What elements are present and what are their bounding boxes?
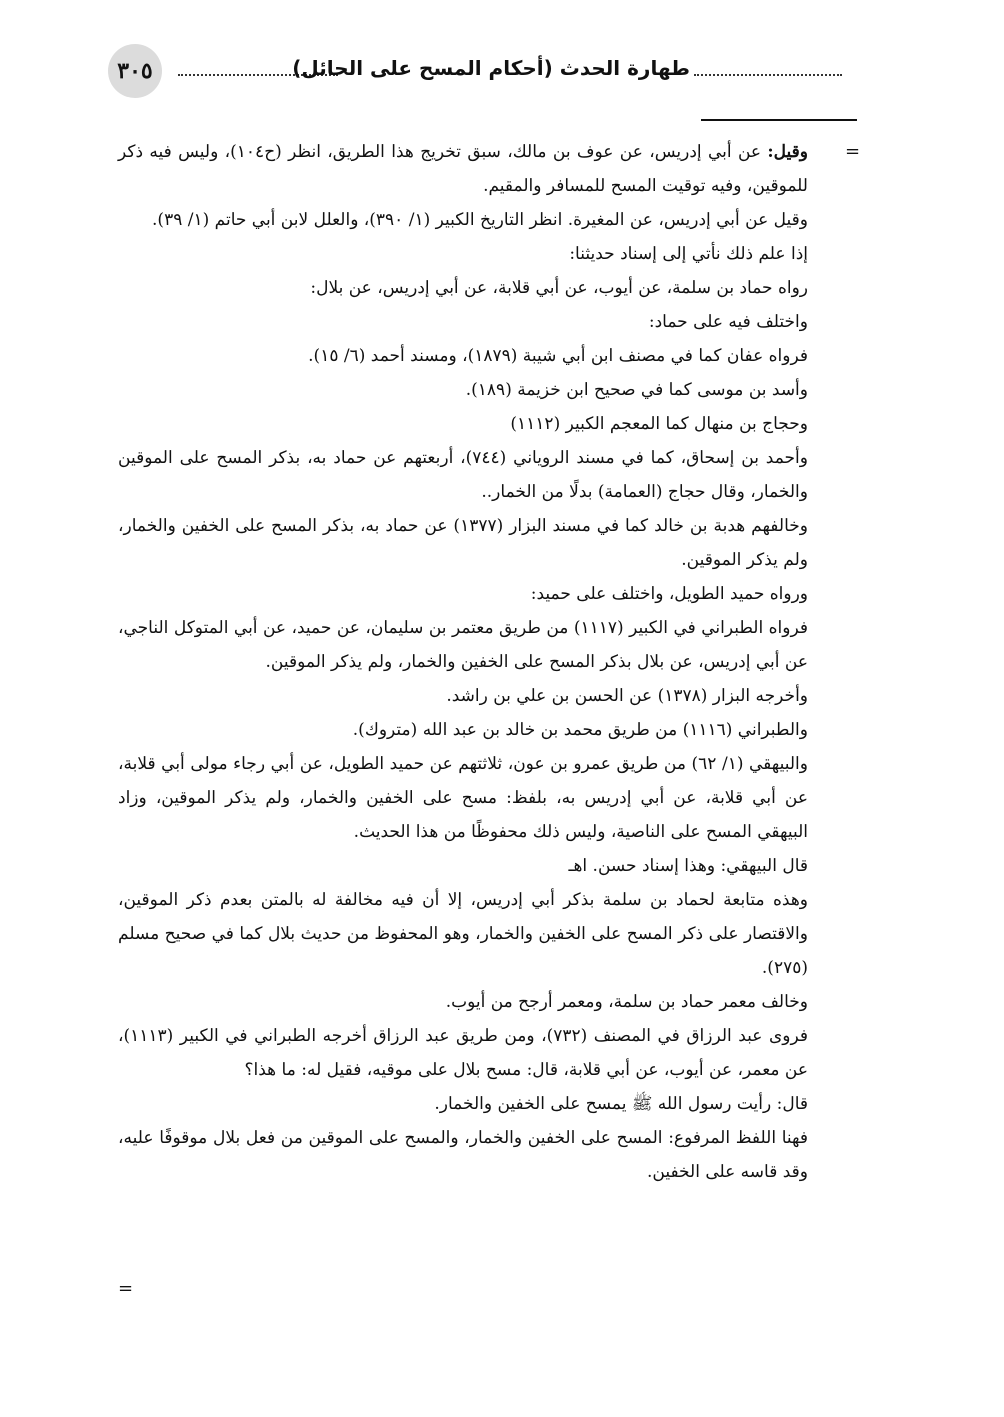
footnote-paragraph: وقيل عن أبي إدريس، عن المغيرة. انظر التاريخ الكبير (١/ ٣٩٠)، والعلل لابن أبي حاتم (١/ ٣٩). <box>152 210 808 230</box>
header-dotted-leader-right <box>694 62 842 76</box>
footnote-paragraph: واختلف فيه على حماد: <box>648 312 808 332</box>
footnote-paragraph <box>118 135 808 203</box>
footnote-paragraph: فرواه عفان كما في مصنف ابن أبي شيبة (١٨٧٩)، ومسند أحمد (٦/ ١٥). <box>308 346 808 366</box>
running-header-title: طهارة الحدث (أحكام المسح على الحائل) <box>292 56 690 80</box>
footnote-paragraph: وأحمد بن إسحاق، كما في مسند الروياني (٧٤٤)، أربعتهم عن حماد به، بذكر المسح على الموقين والخمار، وقال حجاج (العمامة) بدلًا من الخمار.. <box>118 448 808 502</box>
footnote-paragraph: وأسد بن موسى كما في صحيح ابن خزيمة (١٨٩). <box>465 380 808 400</box>
footnote-text <box>118 135 808 1189</box>
footnote-paragraph: قال البيهقي: وهذا إسناد حسن. اهـ <box>568 856 808 876</box>
footnote-paragraph: والبيهقي (١/ ٦٢) من طريق عمرو بن عون، ثلاثتهم عن حميد الطويل، عن أبي رجاء مولى أبي قلابة، عن أبي قلابة، عن أبي إدريس به، بلفظ: مسح على الخفين والخمار، ولم يذكر الموقين، وزاد البيهقي المسح على الناصية، وليس ذلك محفوظًا من هذا الحديث. <box>118 754 808 842</box>
footnote-paragraph: وخالفهم هدبة بن خالد كما في مسند البزار (١٣٧٧) عن حماد به، بذكر المسح على الخفين والخمار، ولم يذكر الموقين. <box>118 516 808 570</box>
footnote-paragraph: ورواه حميد الطويل، واختلف على حميد: <box>530 584 808 604</box>
footnote-lead-word: وقيل: <box>767 142 809 162</box>
footnote-paragraph: إذا علم ذلك نأتي إلى إسناد حديثنا: <box>569 244 808 264</box>
footnote-paragraph: وهذه متابعة لحماد بن سلمة بذكر أبي إدريس، إلا أن فيه مخالفة له بالمتن بعدم ذكر الموقين، والاقتصار على ذكر المسح على الخفين والخمار، وهو المحفوظ من حديث بلال كما في صحيح مسلم (٢٧٥). <box>118 890 808 978</box>
continuation-mark-bottom: = <box>118 1278 134 1299</box>
footnote-separator-rule <box>701 119 857 121</box>
footnote-paragraph: فرواه الطبراني في الكبير (١١١٧) من طريق معتمر بن سليمان، عن حميد، عن أبي المتوكل الناجي، عن أبي إدريس، عن بلال بذكر المسح على الخفين والخمار، ولم يذكر الموقين. <box>118 618 808 672</box>
footnote-paragraph: وخالف معمر حماد بن سلمة، ومعمر أرجح من أيوب. <box>445 992 808 1012</box>
page-number: ٣٠٥ <box>117 58 153 84</box>
footnote-paragraph: قال: رأيت رسول الله ﷺ يمسح على الخفين والخمار. <box>434 1094 808 1114</box>
footnote-paragraph: فروى عبد الرزاق في المصنف (٧٣٢)، ومن طريق عبد الرزاق أخرجه الطبراني في الكبير (١١١٣)، عن معمر، عن أيوب، عن أبي قلابة، قال: مسح بلال على موقيه، فقيل له: ما هذا؟ <box>118 1026 808 1080</box>
continuation-mark-top: = <box>845 141 861 162</box>
footnote-paragraph: والطبراني (١١١٦) من طريق محمد بن خالد بن عبد الله (متروك). <box>352 720 808 740</box>
footnote-paragraph: فهنا اللفظ المرفوع: المسح على الخفين والخمار، والمسح على الموقين من فعل بلال موقوفًا عليه، وقد قاسه على الخفين. <box>118 1128 808 1182</box>
footnote-paragraph: وحجاج بن منهال كما المعجم الكبير (١١١٢) <box>510 414 808 434</box>
footnote-paragraph: وأخرجه البزار (١٣٧٨) عن الحسن بن علي بن راشد. <box>446 686 808 706</box>
page-number-badge <box>108 44 162 98</box>
footnote-paragraph: رواه حماد بن سلمة، عن أيوب، عن أبي قلابة، عن أبي إدريس، عن بلال: <box>310 278 808 298</box>
footnote-paragraph-text: عن أبي إدريس، عن عوف بن مالك، سبق تخريج هذا الطريق، انظر (ح١٠٤)، وليس فيه ذكر للموقين، وفيه توقيت المسح للمسافر والمقيم. <box>118 142 808 196</box>
